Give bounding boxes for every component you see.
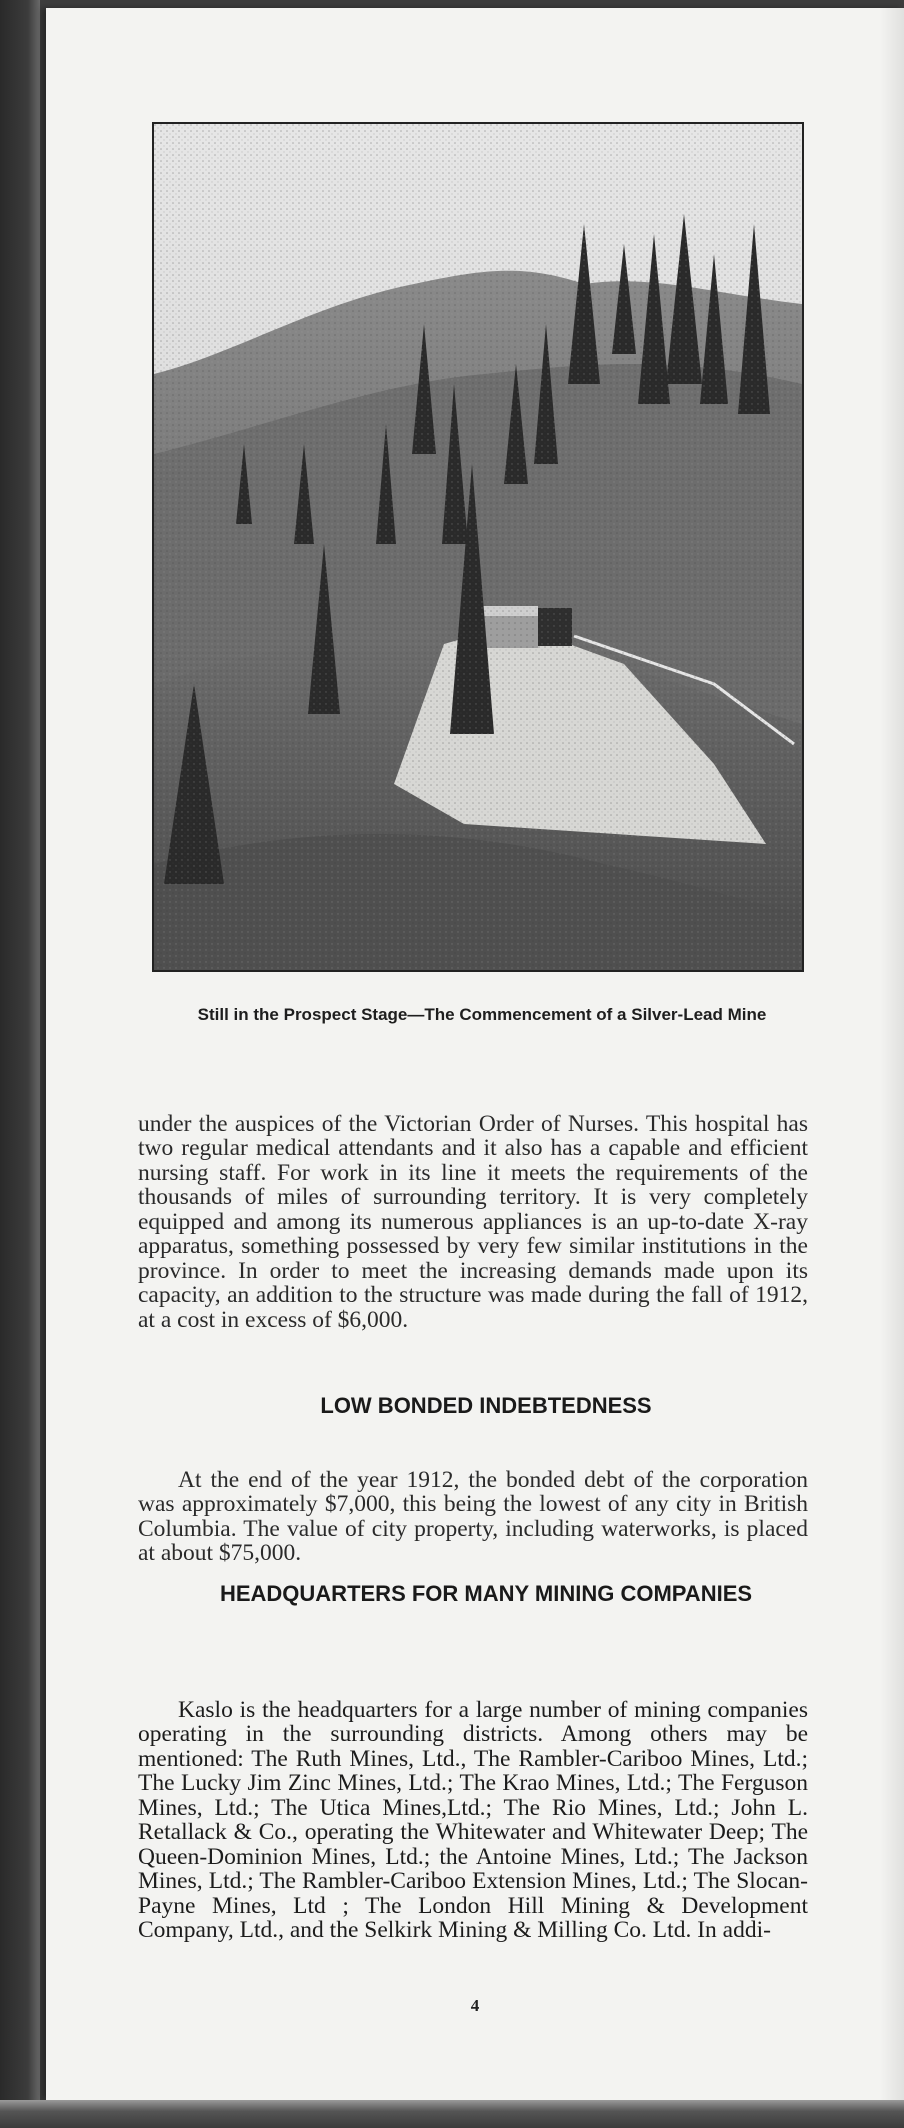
hospital-paragraph: under the auspices of the Victorian Order of Nurses. This hospital has two regular medical attendants and it also has a capable and efficient nursing staff. For work in its line it meets the requirements of the thousands of miles of surrounding territory. It is very completely equipped and among its numerous appliances is an up-to-date X-ray apparatus, something possessed by very few similar institutions in the province. In order to meet the increasing demands made upon its capacity, an addition to the structure was made during the fall of 1912, at a cost in excess of $6,000. (138, 1110, 808, 1333)
document-page (46, 8, 904, 2100)
section-heading-indebtedness: LOW BONDED INDEBTEDNESS (320, 1393, 652, 1418)
section-heading-headquarters: HEADQUARTERS FOR MANY MINING COMPANIES (219, 1581, 753, 1606)
photo-grain (154, 124, 802, 970)
mining-companies-paragraph: Kaslo is the headquarters for a large number of mining companies operating in the surrounding districts. Among others may be mentioned: The Ruth Mines, Ltd., The Rambler-Cariboo Mines, Ltd.; The Lucky Jim Zinc Mines, Ltd.; The Krao Mines, Ltd.; The Ferguson Mines, Ltd.; The Utica Mines,Ltd.; The Rio Mines, Ltd.; John L. Retallack & Co., operating the Whitewater and Whitewater Deep; The Queen-Dominion Mines, Ltd.; the Antoine Mines, Ltd.; The Jackson Mines, Ltd.; The Rambler-Cariboo Extension Mines, Ltd.; The Slocan-Payne Mines, Ltd ; The London Hill Mining & Development Company, Ltd., and the Selkirk Mining & Milling Co. Ltd. In addi- (138, 1696, 808, 1943)
scan-bottom-edge (0, 2100, 904, 2128)
photo-caption: Still in the Prospect Stage—The Commencement of a Silver-Lead Mine (197, 1005, 767, 1024)
page-shadow (880, 8, 904, 2100)
mine-photograph (152, 122, 804, 972)
page-number: 4 (470, 1996, 480, 2015)
scan-left-edge (0, 0, 40, 2128)
indebtedness-paragraph: At the end of the year 1912, the bonded debt of the corporation was approximately $7,000, this being the lowest of any city in British Columbia. The value of city property, including waterworks, is placed at about $75,000. (138, 1466, 808, 1566)
